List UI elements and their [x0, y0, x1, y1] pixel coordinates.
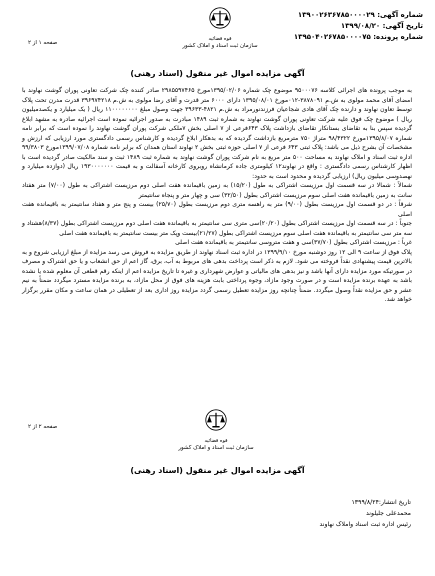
page-number-2: صفحه ۲ از ۲ — [28, 424, 58, 430]
case-number: ۱۳۹۰۰۲۶۳۶۷۸۵۰۰۰۰۲۹ — [297, 11, 375, 19]
org-subname: سازمان ثبت اسناد و املاک کشور — [182, 43, 258, 49]
notice-body — [22, 86, 412, 305]
date-label: تاریخ آگهی: — [382, 22, 423, 30]
second-page-seal — [166, 408, 266, 451]
paragraph-west: غرباً : مرزیست اشتراکی بطول (۳۷/۷۰)سی و هفت متروسی سانتیمتر به باقیمانده هفت اصلی — [175, 239, 412, 246]
paragraph-south: جنوباً : در سه قسمت اول مرزیست اشتراکی بطول (۲۰/۲۰)سی متری سی سانتیمتر به باقیمانده هفت اصلی دوم مرزیست اشتراکی بطول (۸/۳۷)هشتاد و سه متر سی سانتیمتر به باقیمانده هفت اصلی سوم مرزیست اشتراکی بطول (۲۱/۲۷)بیست وپک متر بیست سانتیمتر به باقیمانده هفت اصلی — [22, 220, 413, 237]
case-number-label: شماره آگهی: — [377, 11, 423, 19]
paragraph-east: شرقاً : در دو قسمت اول مرزیست بطول (۹/۰۰) متر به راهسه متری دوم مرزیست بطول (۲۵/۷۰) بیست و پنج متر و هفتاد سانتیمتر به باقیمانده هفت اصلی — [22, 201, 413, 218]
notice-title: آگهی مزایده اموال غیر منقول (اسناد رهنی) — [130, 69, 305, 78]
file-number: ۱۳۹۵۰۴۰۲۶۷۸۵۰۰۰۰۷۵ — [293, 33, 371, 41]
notice-meta — [294, 10, 423, 43]
paragraph-north: شمالاً : شمالا در سه قسمت اول مرزیست اشتراکی به طول (۱۵/۲۰) به زمین باقیمانده هفت اصلی دوم مرزیست اشتراکی به طول (۷/۰۰) متر هفتاد سانت به زمین باقیمانده هفت اصلی سوم مرزیست اشتراکی بطول (۳۲/۵۰) سی و چهار متر و پنجاه سانتیمتر — [22, 182, 413, 199]
judiciary-emblem-icon — [208, 6, 232, 30]
notice-title-2: آگهی مزایده اموال غیر منقول (اسناد رهنی) — [130, 466, 305, 475]
notice-date: ۱۳۹۹/۰۸/۲۰ — [340, 22, 381, 30]
paragraph-auction-terms: پلاک فوق از ساعت ۹ الی ۱۲ روز دوشنبه مورخ ۱۳۹۹/۹/۱۰ در اداره ثبت اسناد نهاوند از طریق مزایده به فروش می رسد مزایده از مبلغ ارزیابی شروع و به بالاترین قیمت پیشنهادی نقداً فروخته می شود. لازم به ذکر است پرداخت بدهی های مربوط به آب، برق، گاز اعم از حق انشعاب و یا حق اشتراک و مصرف در صورتیکه مورد مزایده دارای آنها باشد و نیز بدهی های مالیاتی و عوارض شهرداری و غیره تا تاریخ مزایده اعم از اینکه رقم قطعی آن معلوم شده یا نشده باشد به عهده برنده مزایده است و در صورت وجود مازاد، وجوه پرداختی بابت هزینه های فوق از محل مازاد، به برنده مزایده مسترد میگردد ضمناً به نیم عشر و حق مزایده نقداً وصول میگردد. ضمناً چنانچه روز مزایده تعطیل رسمی گردد مزایده روز اداری بعد از تعطیلی در همان ساعت و مکان مقرر برگزار خواهد شد. — [22, 248, 412, 303]
file-label: شماره پرونده: — [373, 33, 423, 41]
org-name: قوه قضائیه — [208, 36, 232, 42]
org-subname: سازمان ثبت اسناد و املاک کشور — [178, 445, 254, 451]
header-seal — [170, 6, 270, 49]
signer-title: رئیس اداره ثبت اسناد واملاک نهاوند — [319, 521, 411, 528]
publish-date-label: تاریخ انتشار: — [378, 499, 411, 506]
paragraph-intro: به موجب پرونده های اجرائی کلاسه ۹۵۰۰۰۷۶ موضوع چک شماره ۱۳۹۵/۰۲/۰۶مورخ ۲۹۸۵۵۹۷۴۶۵ صادر کننده چک شرکت تعاونی پوران گوشت نهاوند با امضای آقای محمد مولوی به ش.م ۳۸۷۸۰۹۱-۰۱۲مورخ ۱۳۹۵/۰۸/۰۱ دارای ۶۰۰۰ متر قدرت و آقای رضا مولوی به ش.م ۳۹۶۹۷۴۲۱۸ قدرت مدرن تحت پلاک توسط تعاون نهاوند و دارنده چک آقای هادی شجاعیان فرزندنورمراد به ش.م ۴۸۲۱-۳۹۶۳۳ جهت وصول مبلغ ۱۱۰۰۰۰۰۰۰۰ ریال ( یک میلیارد و یکصدمیلیون ریال ) موضوع چک فوق علیه شرکت تعاونی پوران گوشت نهاوند به شماره ثبت ۱۴۸۹ مبادرت به صدور اجرائیه نموده است اجرائیه صادره به مشهد ابلاغ گردیده سپس بنا به تقاضای بستانکار تقاضای بازداشت پلاک ۶۴۳فرعی از ۷ اصلی بخش ۷ملکی شرکت پوران گوشت نهاوند را نموده است که برابر نامه شماره ۱۳۹۵/۸/۰۷مورخ ۹۸/۴۳۲۲ متراژ ۷۵۰ مترمربع بازداشت گردیده که به بدهکار ابلاغ گردیده و کارشناس رسمی دادگستری مورد ارزیابی که ارزش و مشخصات آن بشرح ذیل می باشد: پلاک ثبتی ۶۴۳ فرعی از ۷ اصلی حوزه ثبتی بخش ۲ نهاوند استان همدان که برابر نامه شماره ۱۳۹۹/۰۷/۰۸مورخ ۹۹/۳۸۰۳ اداره ثبت اسناد و املاک نهاوند به مساحت ۵۰۰ متر مربع به نام شرکت پوران گوشت نهاوند به شماره ثبت ۱۴۸۹ ثبت و سند مالکیت صادر گردیده است با اظهار کارشناس رسمی دادگستری : واقع در نهاوند۱۲ کیلومتری جاده کرمانشاه روبروی کارخانه آسفالت و به قیمت ۱۹۳۰۰۰۰۰۰۰ ریال (دوازده میلیارد و نهصدوسی میلیون ریال) ارزیابی گردیده و محدود است به حدود: — [22, 87, 413, 180]
signer-name: محمدعلی جلیلوند — [366, 510, 411, 517]
publish-date: ۱۳۹۹/۸/۲۴ — [351, 499, 379, 506]
page-number: صفحه ۱ از ۲ — [28, 40, 58, 46]
signature-block — [320, 497, 411, 530]
org-name: قوه قضائیه — [204, 438, 228, 444]
judiciary-emblem-icon — [204, 408, 228, 432]
